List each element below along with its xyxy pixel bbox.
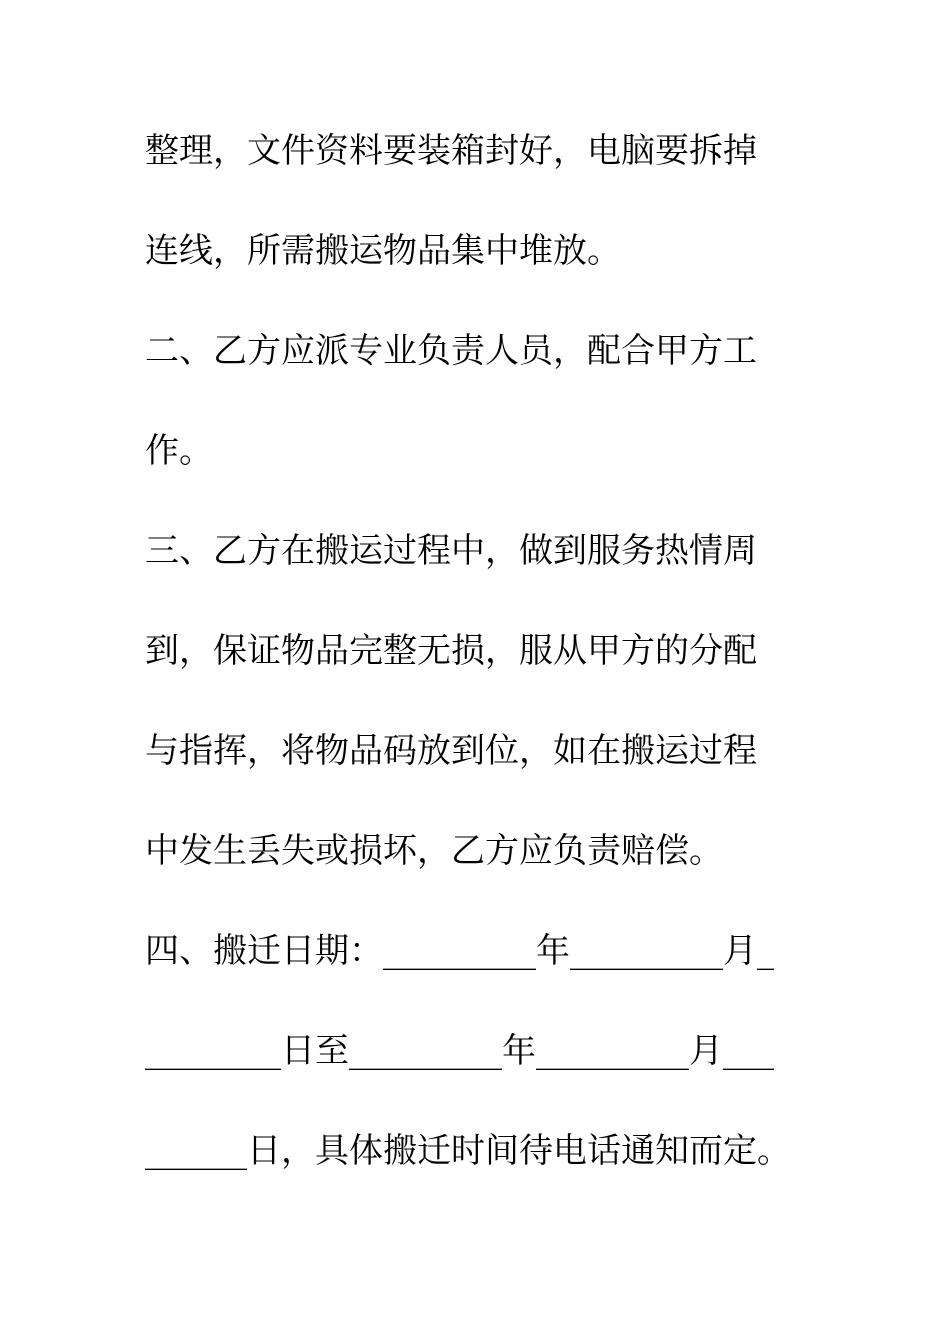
text-line: 三、乙方在搬运过程中，做到服务热情周: [145, 531, 757, 571]
text-line: 作。: [145, 431, 213, 471]
text-line: 连线，所需搬运物品集中堆放。: [145, 231, 621, 271]
moving-date-line: ________日至_________年_________月___: [145, 1031, 774, 1071]
moving-date-line: 四、搬迁日期：_________年_________月_: [145, 931, 774, 971]
text-line: 整理，文件资料要装箱封好，电脑要拆掉: [145, 131, 757, 171]
text-line: 与指挥，将物品码放到位，如在搬运过程: [145, 731, 757, 771]
text-line: 中发生丢失或损坏，乙方应负责赔偿。: [145, 831, 723, 871]
text-line: 到，保证物品完整无损，服从甲方的分配: [145, 631, 757, 671]
text-line: 二、乙方应派专业负责人员，配合甲方工: [145, 331, 757, 371]
moving-date-line: ______日，具体搬迁时间待电话通知而定。: [145, 1131, 791, 1171]
